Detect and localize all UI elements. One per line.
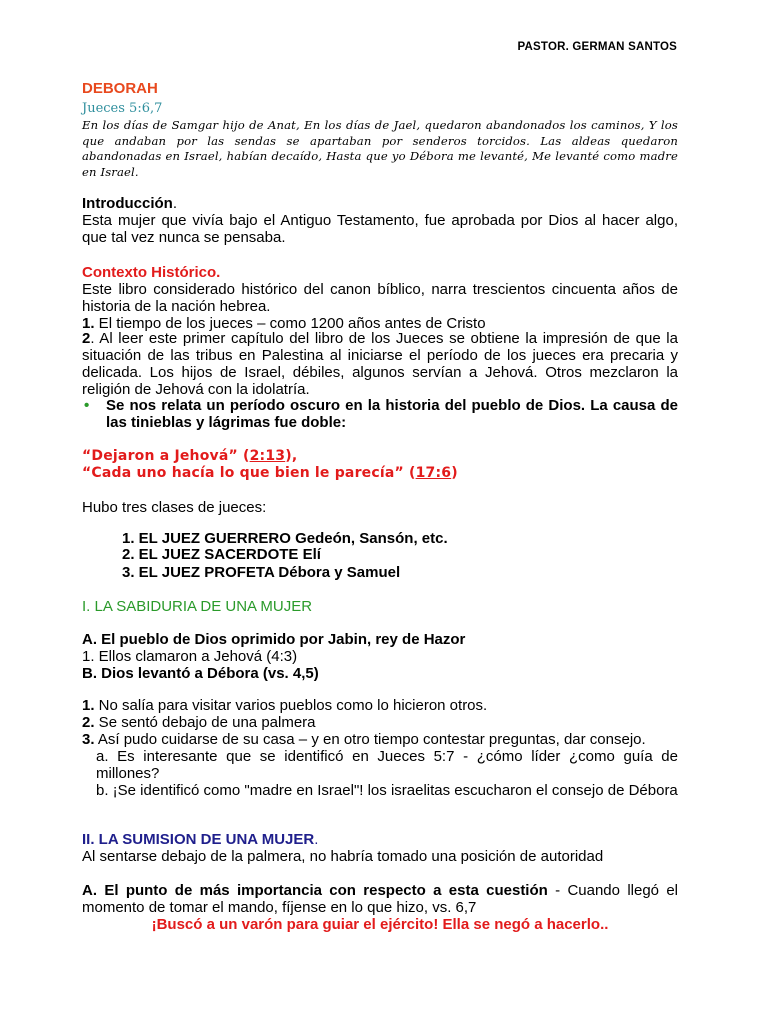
quote-2-text: “Cada uno hacía lo que bien le parecía” ( [82,465,416,481]
quote-1-ref: 2:13 [249,448,286,464]
scripture-verse: En los días de Samgar hijo de Anat, En los días de Jael, quedaron abandonados los caminos, Y los que andaban por las sendas se apartaban por senderos torcidos. Las aldeas quedaron abandonadas en Israel, habían decaído, Hasta que yo Débora me levanté, Me levanté como madre en Israel. [82,118,678,179]
section-1-item-3a: a. Es interesante que se identificó en Jueces 5:7 - ¿cómo líder ¿como guía de millones? [96,748,678,782]
judges-item-2: 2. EL JUEZ SACERDOTE Elí [122,546,321,563]
quote-2 [82,465,678,482]
scripture-reference: Jueces 5:6,7 [82,101,163,116]
section-2-heading [82,831,678,848]
section-1-item-3 [82,731,678,748]
context-point-2 [82,330,678,398]
quote-1-text: “Dejaron a Jehová” ( [82,448,250,464]
judges-item-1: 1. EL JUEZ GUERRERO Gedeón, Sansón, etc. [122,530,448,547]
section-1-point-a: A. El pueblo de Dios oprimido por Jabin, rey de Hazor [82,631,466,648]
quote-2-ref: 17:6 [415,465,452,481]
intro-heading-label: Introducción [82,195,173,212]
context-bullet [84,397,678,431]
bullet-icon: • [84,397,90,414]
section-1-item-1-text: No salía para visitar varios pueblos como lo hicieron otros. [94,697,488,714]
section-1-item-2 [82,714,678,731]
context-point-1-num: 1. [82,315,95,332]
section-1-item-3b: b. ¡Se identificó como "madre en Israel"! los israelitas escucharon el consejo de Débora [96,782,678,799]
section-1-item-2-num: 2. [82,714,95,731]
section-2-point-a [82,882,678,916]
context-heading: Contexto Histórico. [82,264,221,281]
context-paragraph: Este libro considerado histórico del canon bíblico, narra trescientos cincuenta años de historia de la nación hebrea. [82,281,678,315]
context-point-2-text: . Al leer este primer capítulo del libro de los Jueces se obtiene la impresión de que la situación de las tribus en Palestina al iniciarse el período de los jueces era precaria y delicada. Los hijos de Israel, débiles, algunos servían a Jehová. Otros mezclaron la religión de Jehová con la idolatría. [82,330,678,398]
section-2-heading-label: II. LA SUMISION DE UNA MUJER [82,831,315,848]
section-1-item-1-num: 1. [82,697,95,714]
section-1-item-3-text: Así pudo cuidarse de su casa – y en otro tiempo contestar preguntas, dar consejo. [94,731,646,748]
quote-1 [82,448,678,465]
section-1-item-1 [82,697,678,714]
section-1-point-b: B. Dios levantó a Débora (vs. 4,5) [82,665,319,682]
document-title: DEBORAH [82,80,158,97]
context-bullet-text: Se nos relata un período oscuro en la historia del pueblo de Dios. La causa de las tinieblas y lágrimas fue doble: [106,397,678,431]
quote-1-end: ), [285,448,298,464]
context-point-1-text: El tiempo de los jueces – como 1200 años antes de Cristo [94,315,486,332]
section-2-emphasis: ¡Buscó a un varón para guiar el ejército! Ella se negó a hacerlo.. [151,916,609,933]
intro-paragraph: Esta mujer que vivía bajo el Antiguo Testamento, fue aprobada por Dios al hacer algo, que tal vez nunca se pensaba. [82,212,678,246]
judges-item-3: 3. EL JUEZ PROFETA Débora y Samuel [122,564,401,581]
section-1-item-2-text: Se sentó debajo de una palmera [94,714,316,731]
quote-2-end: ) [451,465,458,481]
section-2-point-a-text: - Cuando llegó el momento de tomar el mando, fíjense en lo que hizo, vs. 6,7 [82,882,678,916]
section-2-point-a-label: A. El punto de más importancia con respecto a esta cuestión [82,882,548,899]
section-1-item-3-num: 3. [82,731,95,748]
page-header-author: PASTOR. GERMAN SANTOS [517,41,677,53]
context-point-2-num: 2 [82,330,91,347]
section-1-point-a1: 1. Ellos clamaron a Jehová (4:3) [82,648,298,665]
section-1-heading: I. LA SABIDURIA DE UNA MUJER [82,598,313,615]
judges-intro: Hubo tres clases de jueces: [82,499,267,516]
section-2-paragraph: Al sentarse debajo de la palmera, no habría tomado una posición de autoridad [82,848,604,865]
section-2-heading-punct: . [314,831,319,848]
intro-heading-punct: . [172,195,177,212]
intro-heading [82,195,678,212]
